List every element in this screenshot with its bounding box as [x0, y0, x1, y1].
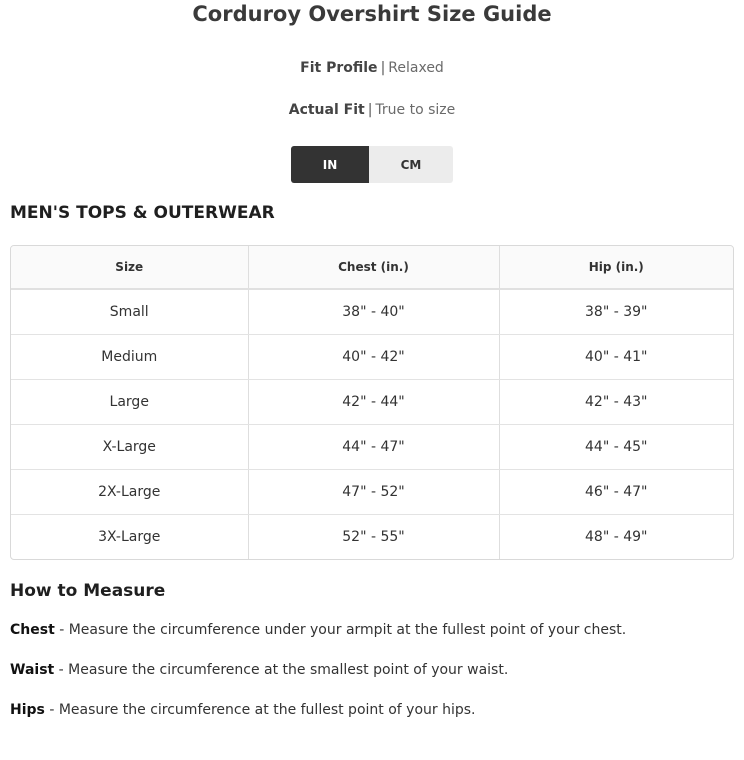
- actual-fit-value: True to size: [375, 102, 456, 118]
- page-title: Corduroy Overshirt Size Guide: [192, 2, 552, 26]
- actual-fit: [0, 102, 744, 118]
- measure-term: Chest: [10, 622, 55, 638]
- chest-cell: 52" - 55": [248, 514, 499, 559]
- table-row: [11, 514, 733, 559]
- table-row: [11, 379, 733, 424]
- hip-cell: 46" - 47": [499, 469, 733, 514]
- measure-chest: [10, 622, 626, 638]
- size-cell: 3X-Large: [11, 514, 248, 559]
- how-to-measure-title: How to Measure: [10, 581, 166, 601]
- header-size: Size: [11, 246, 248, 289]
- measure-waist: [10, 662, 508, 678]
- unit-toggle: [291, 146, 453, 183]
- table-row: [11, 289, 733, 334]
- size-cell: Small: [11, 289, 248, 334]
- unit-toggle-in[interactable]: IN: [291, 146, 369, 183]
- actual-fit-label: Actual Fit: [288, 102, 365, 118]
- chest-cell: 44" - 47": [248, 424, 499, 469]
- measure-text: - Measure the circumference under your armpit at the fullest point of your chest.: [54, 622, 627, 638]
- table-row: [11, 469, 733, 514]
- table-header-row: [11, 246, 733, 289]
- chest-cell: 38" - 40": [248, 289, 499, 334]
- measure-term: Hips: [10, 702, 45, 718]
- section-title: MEN'S TOPS & OUTERWEAR: [10, 203, 275, 223]
- hip-cell: 38" - 39": [499, 289, 733, 334]
- measure-text: - Measure the circumference at the fullest point of your hips.: [44, 702, 476, 718]
- header-chest: Chest (in.): [248, 246, 499, 289]
- size-cell: 2X-Large: [11, 469, 248, 514]
- size-table: [10, 245, 734, 560]
- fit-profile-value: Relaxed: [388, 60, 444, 76]
- fit-profile: [0, 60, 744, 76]
- size-cell: Medium: [11, 334, 248, 379]
- size-cell: Large: [11, 379, 248, 424]
- size-cell: X-Large: [11, 424, 248, 469]
- hip-cell: 42" - 43": [499, 379, 733, 424]
- chest-cell: 47" - 52": [248, 469, 499, 514]
- hip-cell: 44" - 45": [499, 424, 733, 469]
- measure-term: Waist: [10, 662, 55, 678]
- hip-cell: 48" - 49": [585, 528, 648, 545]
- fit-profile-separator: |: [380, 60, 386, 76]
- table-row: [11, 334, 733, 379]
- header-hip: Hip (in.): [499, 246, 733, 289]
- chest-cell: 42" - 44": [248, 379, 499, 424]
- table-row: [11, 424, 733, 469]
- chest-cell: 40" - 42": [248, 334, 499, 379]
- fit-profile-label: Fit Profile: [300, 60, 378, 76]
- measure-text: - Measure the circumference at the smallest point of your waist.: [54, 662, 509, 678]
- actual-fit-separator: |: [367, 102, 373, 118]
- measure-hips: [10, 702, 475, 718]
- unit-toggle-cm[interactable]: CM: [400, 157, 422, 172]
- hip-cell: 40" - 41": [499, 334, 733, 379]
